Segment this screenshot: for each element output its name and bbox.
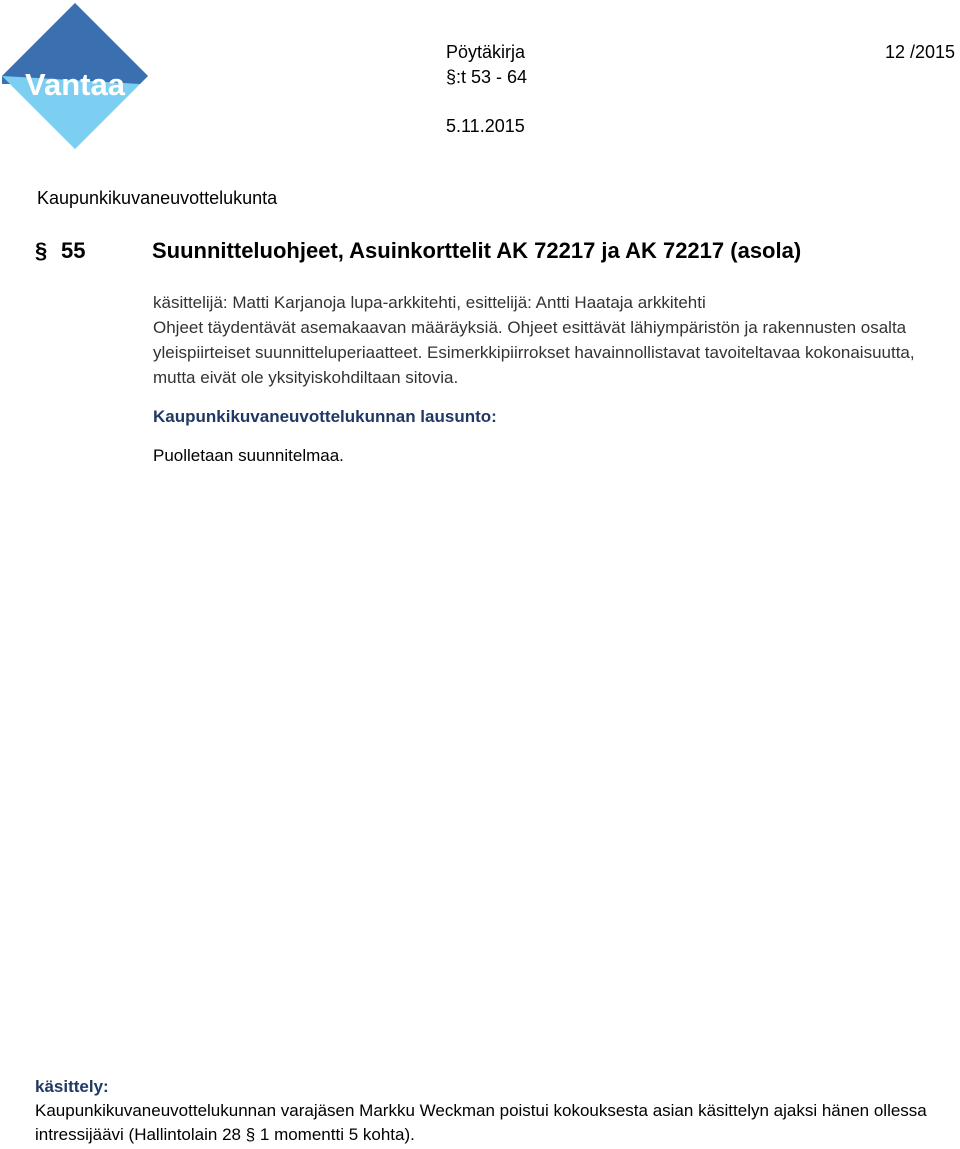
vantaa-logo bbox=[0, 0, 150, 152]
section-number: 55 bbox=[61, 238, 86, 263]
section-heading bbox=[35, 238, 801, 264]
meeting-date: 5.11.2015 bbox=[446, 116, 525, 136]
description-paragraph: Ohjeet täydentävät asemakaavan määräyksiä. Ohjeet esittävät lähiympäristön ja rakennusten osalta yleispiirteiset suunnitteluperiaatteet. Esimerkkipiirrokset havainnollistavat tavoiteltavaa kokonaisuutta, mutta eivät ole yksityiskohdiltaan sitovia. bbox=[153, 318, 915, 387]
body-name: Kaupunkikuvaneuvottelukunta bbox=[37, 188, 278, 208]
logo-wordmark: Vantaa bbox=[25, 67, 125, 102]
statement-text: Puolletaan suunnitelmaa. bbox=[153, 446, 344, 465]
handling-label: käsittely: bbox=[35, 1077, 109, 1096]
section-title: Suunnitteluohjeet, Asuinkorttelit AK 72217 ja AK 72217 (asola) bbox=[152, 238, 802, 263]
document-type: Pöytäkirja bbox=[446, 42, 526, 62]
section-sign: § bbox=[35, 238, 48, 263]
section-range: §:t 53 - 64 bbox=[446, 67, 528, 87]
handlers-line: käsittelijä: Matti Karjanoja lupa-arkkitehti, esittelijä: Antti Haataja arkkitehti bbox=[153, 293, 706, 312]
statement-heading: Kaupunkikuvaneuvottelukunnan lausunto: bbox=[153, 407, 497, 426]
document-number: 12 /2015 bbox=[885, 42, 956, 62]
section-content bbox=[153, 290, 943, 468]
vantaa-logo-mark bbox=[0, 0, 150, 152]
handling-text: Kaupunkikuvaneuvottelukunnan varajäsen Markku Weckman poistui kokouksesta asian käsittelyn ajaksi hänen ollessa intressijäävi (Hallintolain 28 § 1 momentti 5 kohta). bbox=[35, 1101, 927, 1144]
handling-section bbox=[35, 1075, 945, 1147]
